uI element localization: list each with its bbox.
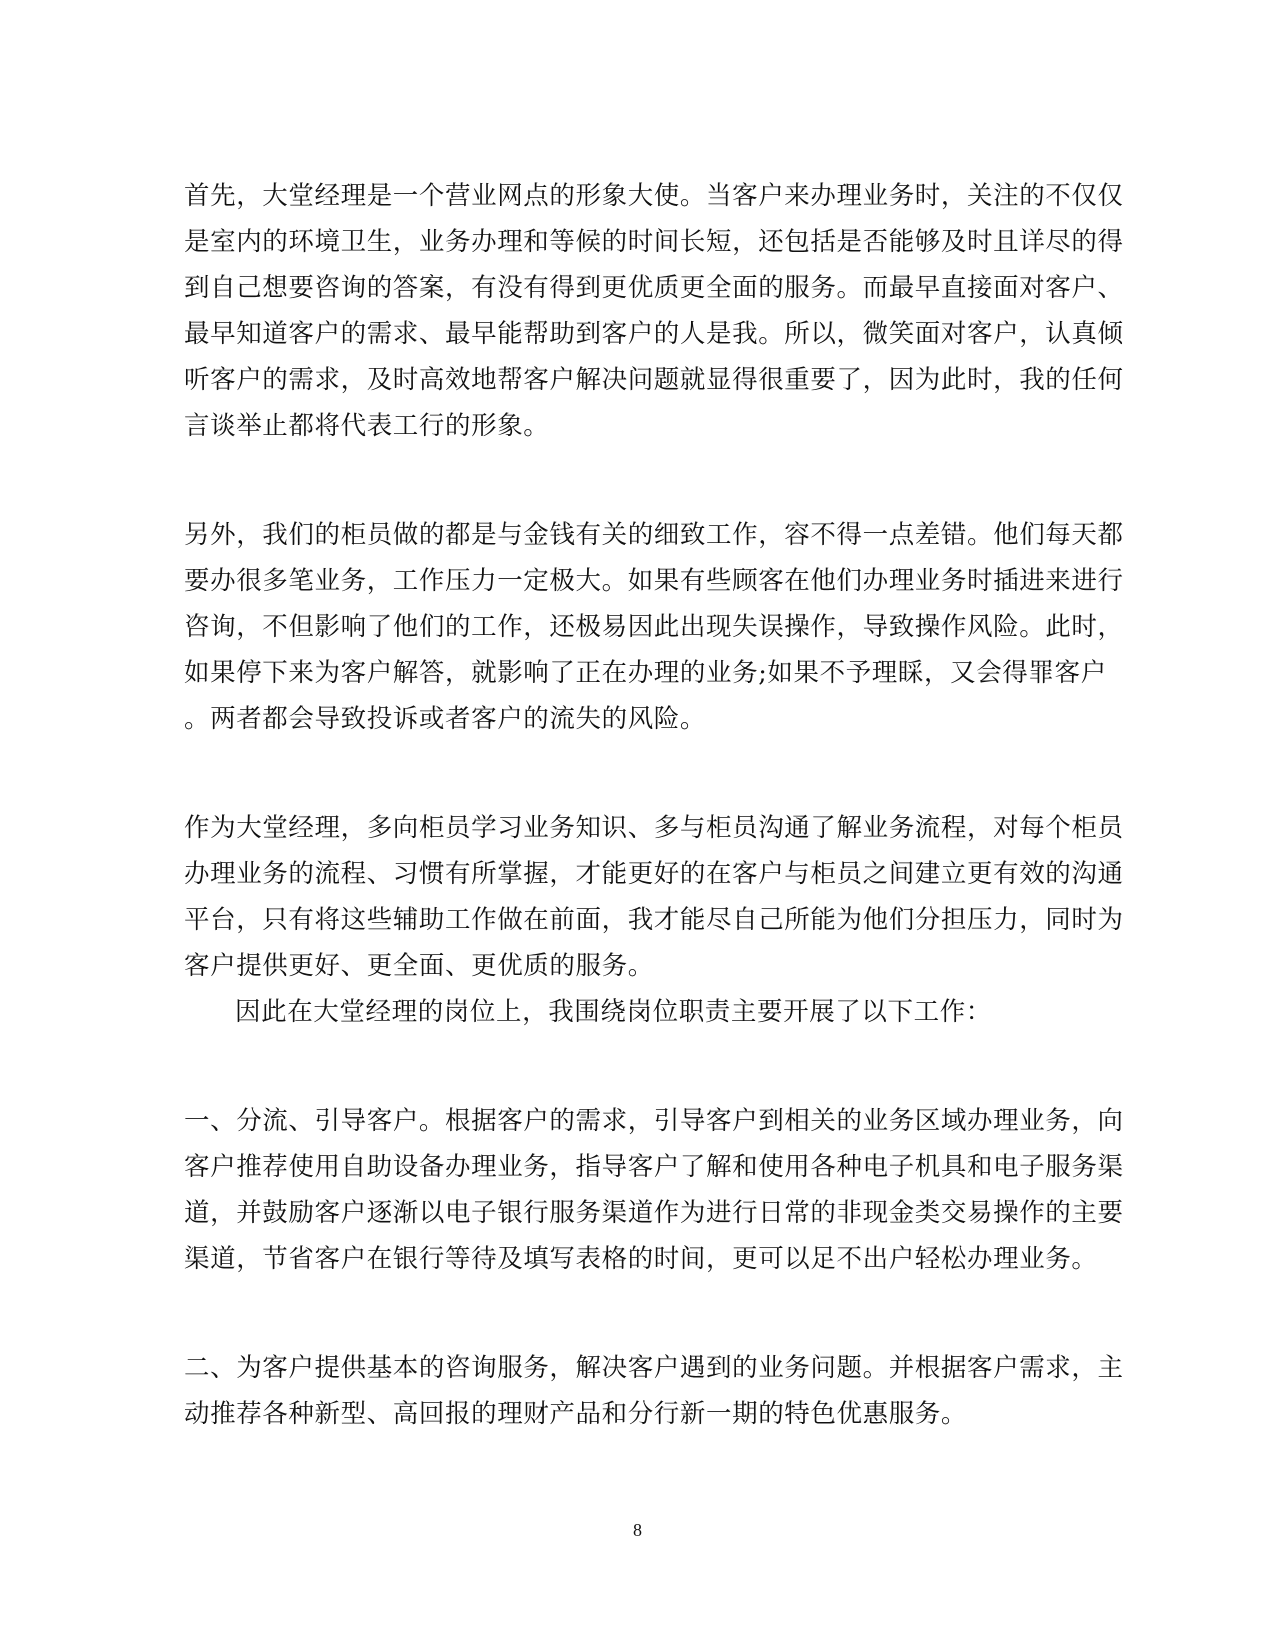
paragraph-1-line-3: 到自己想要咨询的答案，有没有得到更优质更全面的服务。而最早直接面对客户、 (184, 273, 1124, 303)
paragraph-2-line-5: 。两者都会导致投诉或者客户的流失的风险。 (184, 704, 707, 734)
paragraph-6-line-2: 动推荐各种新型、高回报的理财产品和分行新一期的特色优惠服务。 (184, 1399, 968, 1429)
paragraph-3-line-4: 客户提供更好、更全面、更优质的服务。 (184, 951, 654, 981)
paragraph-3-line-1: 作为大堂经理，多向柜员学习业务知识、多与柜员沟通了解业务流程，对每个柜员 (184, 813, 1124, 843)
paragraph-1-line-5: 听客户的需求，及时高效地帮客户解决问题就显得很重要了，因为此时，我的任何 (184, 365, 1124, 395)
paragraph-1-line-1: 首先，大堂经理是一个营业网点的形象大使。当客户来办理业务时，关注的不仅仅 (184, 181, 1124, 211)
paragraph-5-line-1: 一、分流、引导客户。根据客户的需求，引导客户到相关的业务区域办理业务，向 (184, 1106, 1124, 1136)
paragraph-2-line-3: 咨询，不但影响了他们的工作，还极易因此出现失误操作，导致操作风险。此时， (184, 612, 1124, 642)
paragraph-3-line-3: 平台，只有将这些辅助工作做在前面，我才能尽自己所能为他们分担压力，同时为 (184, 905, 1124, 935)
paragraph-4-line-1: 因此在大堂经理的岗位上，我围绕岗位职责主要开展了以下工作： (235, 997, 992, 1027)
paragraph-2-line-1: 另外，我们的柜员做的都是与金钱有关的细致工作，容不得一点差错。他们每天都 (184, 520, 1124, 550)
paragraph-2-line-4: 如果停下来为客户解答，就影响了正在办理的业务;如果不予理睬，又会得罪客户 (184, 658, 1107, 688)
paragraph-5-line-4: 渠道，节省客户在银行等待及填写表格的时间，更可以足不出户轻松办理业务。 (184, 1244, 1098, 1274)
paragraph-1-line-4: 最早知道客户的需求、最早能帮助到客户的人是我。所以，微笑面对客户，认真倾 (184, 319, 1124, 349)
paragraph-2-line-2: 要办很多笔业务，工作压力一定极大。如果有些顾客在他们办理业务时插进来进行 (184, 566, 1124, 596)
paragraph-5-line-2: 客户推荐使用自助设备办理业务，指导客户了解和使用各种电子机具和电子服务渠 (184, 1152, 1124, 1182)
page-number: 8 (633, 1520, 642, 1540)
paragraph-1-line-2: 是室内的环境卫生，业务办理和等候的时间长短，还包括是否能够及时且详尽的得 (184, 227, 1124, 257)
paragraph-5-line-3: 道，并鼓励客户逐渐以电子银行服务渠道作为进行日常的非现金类交易操作的主要 (184, 1198, 1124, 1228)
paragraph-6-line-1: 二、为客户提供基本的咨询服务，解决客户遇到的业务问题。并根据客户需求，主 (184, 1353, 1124, 1383)
paragraph-1-line-6: 言谈举止都将代表工行的形象。 (184, 411, 550, 441)
paragraph-3-line-2: 办理业务的流程、习惯有所掌握，才能更好的在客户与柜员之间建立更有效的沟通 (184, 859, 1124, 889)
